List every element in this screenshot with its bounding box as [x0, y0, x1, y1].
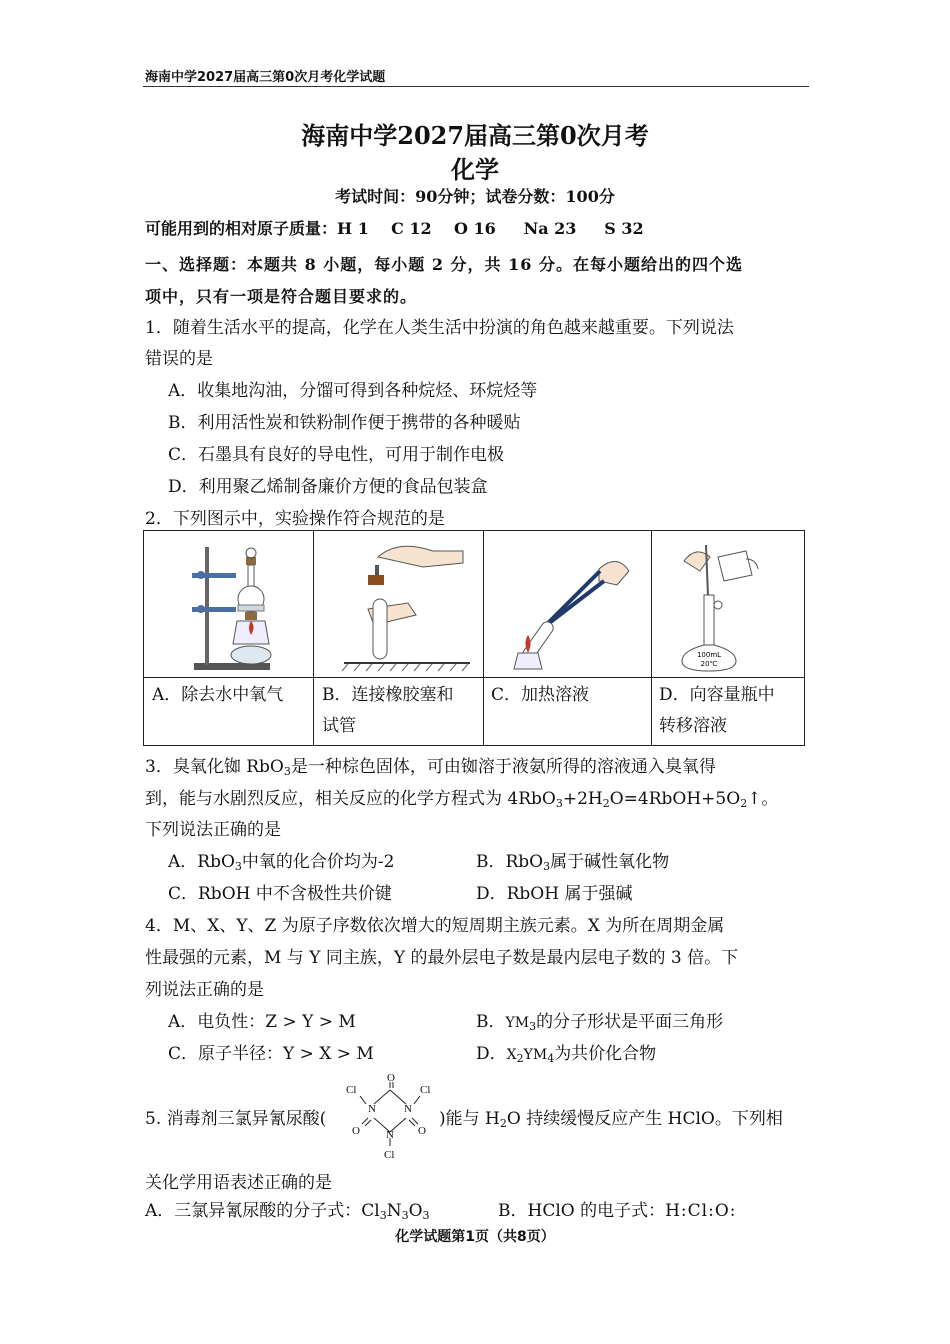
q4-stem-line3: 列说法正确的是 [145, 980, 264, 1000]
apparatus-b-illustration [338, 537, 478, 673]
hclo-electron-formula: H:Cl:O: [665, 1201, 737, 1221]
page-footer: 化学试题第1页（共8页） [395, 1229, 555, 1245]
header-rule [143, 86, 809, 87]
q5-stem-line1-start: 5. 消毒剂三氯异氰尿酸( [145, 1109, 327, 1129]
struct-n-bottom: N [386, 1129, 394, 1141]
q5-option-b: B．HClO 的电子式：H:Cl:O: [498, 1201, 737, 1221]
q1-option-d: D．利用聚乙烯制备廉价方便的食品包装盒 [168, 477, 488, 497]
q4-option-d: D．$X_2YM_4$为共价化合物 [476, 1044, 657, 1065]
q2-caption-a: A．除去水中氧气 [152, 685, 284, 705]
apparatus-a-illustration [174, 539, 304, 673]
q1-option-a: A．收集地沟油，分馏可得到各种烷烃、环烷烃等 [168, 381, 538, 401]
struct-o-right: O [418, 1125, 426, 1137]
section-heading-line2: 项中，只有一项是符合题目要求的。 [145, 287, 418, 306]
struct-cl-bottom: Cl [384, 1149, 395, 1160]
q2-figure-table [143, 530, 805, 746]
q3-option-c: C．RbOH 中不含极性共价键 [168, 884, 392, 904]
trichloroisocyanuric-structure [340, 1074, 440, 1160]
q5-option-a: A．三氯异氰尿酸的分子式：$Cl_3N_3O_3$ [145, 1201, 430, 1222]
q4-option-c: C．原子半径：Y > X > M [168, 1044, 374, 1064]
q2-caption-d2: 转移溶液 [659, 716, 727, 736]
exam-title: 海南中学2027届高三第0次月考 [301, 121, 649, 150]
exam-subject: 化学 [451, 155, 499, 184]
struct-cl-right: Cl [420, 1084, 431, 1096]
q1-option-c: C．石墨具有良好的导电性，可用于制作电极 [168, 445, 505, 465]
q3-stem-line2: 到，能与水剧烈反应，相关反应的化学方程式为 $4RbO_3+2H_2O=4RbOH+5O_2↑$。 [145, 789, 779, 810]
q5-stem-line2: 关化学用语表述正确的是 [145, 1173, 332, 1193]
struct-cl-left: Cl [346, 1084, 357, 1096]
q4-option-b: B．$YM_3$的分子形状是平面三角形 [476, 1012, 724, 1033]
q3-stem-line3: 下列说法正确的是 [145, 820, 281, 840]
running-header: 海南中学2027届高三第0次月考化学试题 [145, 70, 386, 85]
apparatus-c-illustration [504, 541, 644, 675]
atomic-masses: 可能用到的相对原子质量：H 1 C 12 O 16 Na 23 S 32 [145, 219, 644, 238]
struct-o-top: O [387, 1074, 395, 1084]
struct-n-left: N [368, 1103, 376, 1115]
apparatus-d-illustration [674, 537, 804, 675]
q3-option-d: D．RbOH 属于强碱 [476, 884, 633, 904]
q3-option-a: A．RbO$_3$中氧的化合价均为-2 [168, 852, 395, 873]
q2-caption-b2: 试管 [322, 716, 356, 736]
q4-stem-line2: 性最强的元素，M 与 Y 同主族，Y 的最外层电子数是最内层电子数的 3 倍。下 [145, 948, 739, 968]
exam-meta: 考试时间：90分钟；试卷分数：100分 [335, 187, 615, 206]
q1-stem-line2: 错误的是 [145, 349, 213, 369]
q3-option-b: B．RbO$_3$属于碱性氧化物 [476, 852, 670, 873]
struct-o-left: O [352, 1125, 360, 1137]
q2-caption-d1: D．向容量瓶中 [659, 685, 775, 705]
q5-stem-line1-end: )能与 $H_2O$ 持续缓慢反应产生 HClO。下列相 [439, 1109, 783, 1130]
q4-stem-line1: 4．M、X、Y、Z 为原子序数依次增大的短周期主族元素。X 为所在周期金属 [145, 916, 725, 936]
q3-stem-line1: 3．臭氧化铷 RbO$_3$是一种棕色固体，可由铷溶于液氨所得的溶液通入臭氧得 [145, 757, 716, 778]
q2-caption-c: C．加热溶液 [491, 685, 590, 705]
flask-volume-label: 100mL [696, 651, 722, 659]
q4-option-a: A．电负性：Z > Y > M [168, 1012, 356, 1032]
q2-stem: 2．下列图示中，实验操作符合规范的是 [145, 509, 445, 529]
struct-n-right: N [404, 1103, 412, 1115]
section-heading-line1: 一、选择题：本题共 8 小题，每小题 2 分，共 16 分。在每小题给出的四个选 [145, 255, 743, 274]
q2-caption-b1: B．连接橡胶塞和 [322, 685, 454, 705]
q1-option-b: B．利用活性炭和铁粉制作便于携带的各种暖贴 [168, 413, 521, 433]
flask-temp-label: 20℃ [700, 660, 718, 668]
q1-stem-line1: 1．随着生活水平的提高，化学在人类生活中扮演的角色越来越重要。下列说法 [145, 318, 734, 338]
